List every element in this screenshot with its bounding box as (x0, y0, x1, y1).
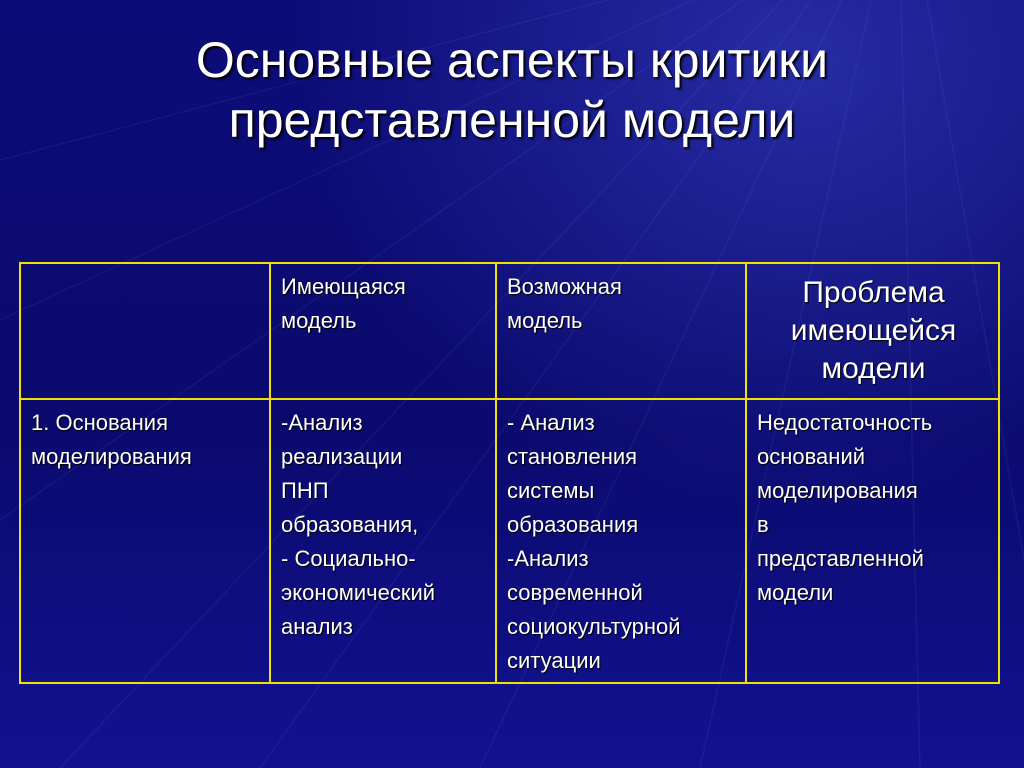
slide-title-line-1: Основные аспекты критики (195, 32, 829, 88)
header-cell-problem: Проблема имеющейся модели (746, 263, 999, 399)
cell-problem: Недостаточность оснований моделирования в представленной модели (746, 399, 999, 683)
header-cell-existing-model: Имеющаяся модель (270, 263, 496, 399)
cell-aspect: 1. Основания моделирования (20, 399, 270, 683)
table-row (20, 399, 999, 683)
slide-title (0, 30, 1024, 150)
criticism-table (19, 262, 1000, 684)
header-cell-possible-model: Возможная модель (496, 263, 746, 399)
table-header-row (20, 263, 999, 399)
slide-title-line-2: представленной модели (228, 92, 796, 148)
cell-existing-model: -Анализ реализации ПНП образования, - Социально- экономический анализ (270, 399, 496, 683)
cell-possible-model: - Анализ становления системы образования -Анализ современной социокультурной ситуации (496, 399, 746, 683)
header-cell-empty (20, 263, 270, 399)
